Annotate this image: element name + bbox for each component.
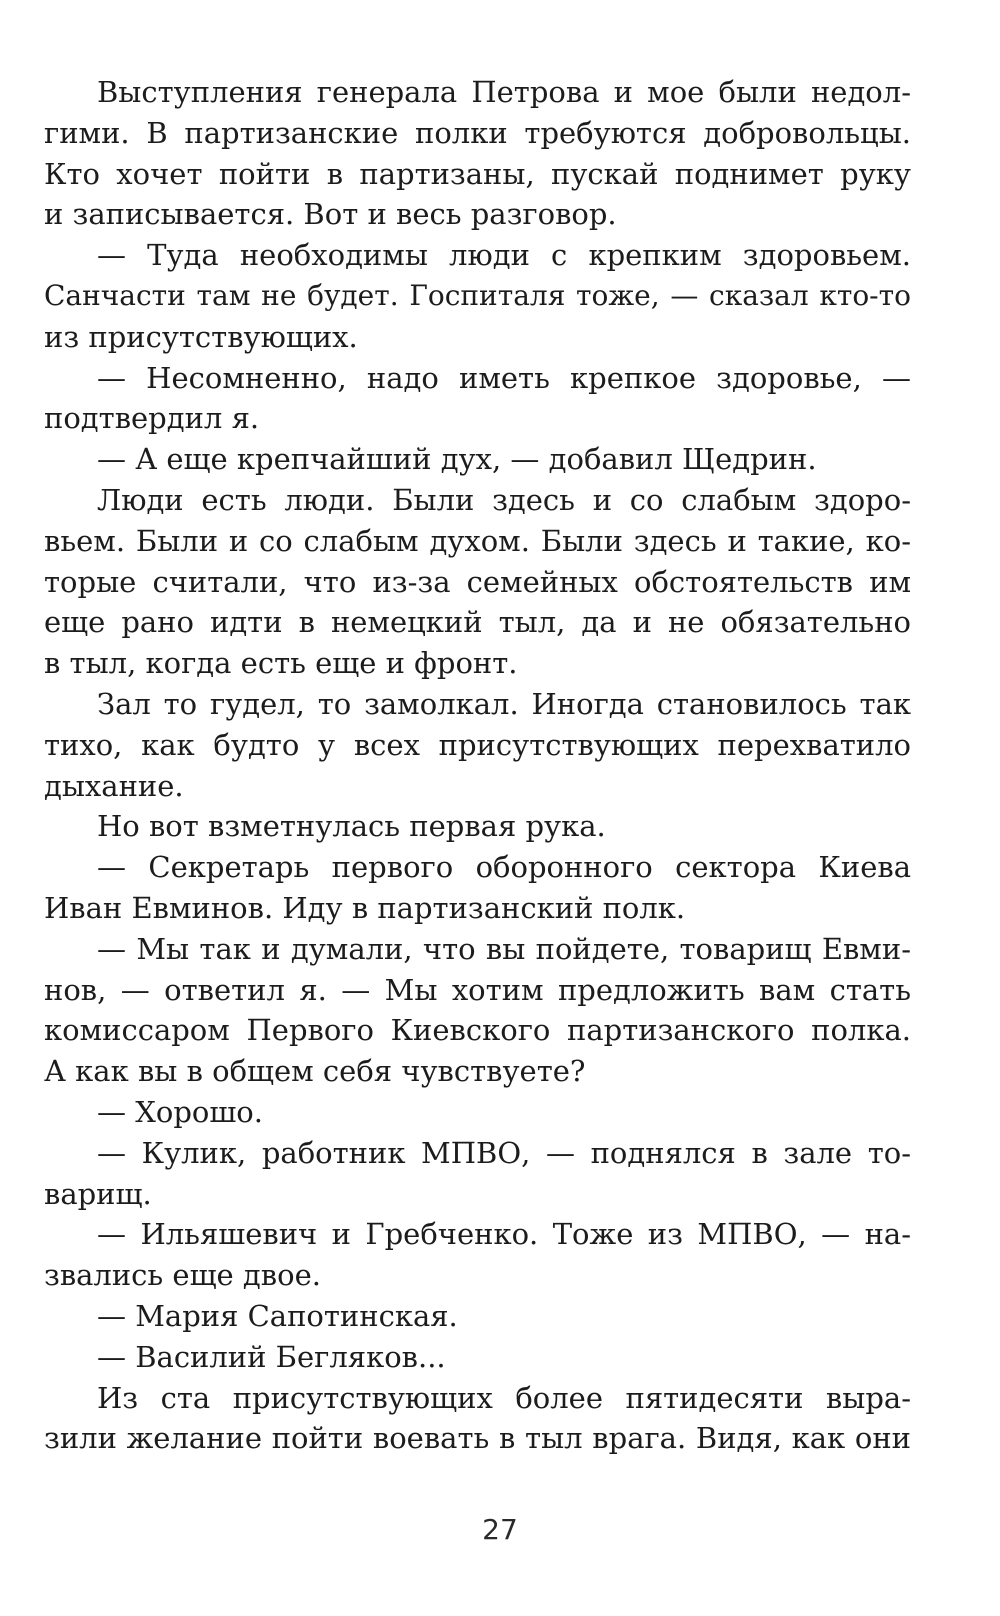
text-line-16: Зал то гудел, то замолкал. Иногда становилось так [97, 686, 911, 721]
text-line-3: Кто хочет пойти в партизаны, пускай поднимет руку [44, 156, 911, 191]
text-line-7: из присутствующих. [44, 319, 358, 354]
text-line-33: Из ста присутствующих более пятидесяти выра- [97, 1380, 911, 1415]
text-line-25: А как вы в общем себя чувствуете? [44, 1054, 586, 1089]
text-line-10: — А еще крепчайший дух, — добавил Щедрин. [97, 442, 817, 477]
page-number: 27 [482, 1513, 518, 1546]
text-line-30: звались еще двое. [44, 1258, 321, 1293]
text-line-22: — Мы так и думали, что вы пойдете, товарищ Евми- [97, 931, 911, 966]
page-text [44, 72, 911, 1459]
text-line-11: Люди есть люди. Были здесь и со слабым здоро- [97, 482, 911, 517]
text-line-20: — Секретарь первого оборонного сектора Киева [97, 850, 911, 885]
text-line-24: комиссаром Первого Киевского партизанского полка. [44, 1013, 911, 1048]
text-line-6: Санчасти там не будет. Госпиталя тоже, — сказал кто-то [44, 278, 911, 312]
text-line-5: — Туда необходимы люди с крепким здоровьем. [97, 238, 911, 273]
text-line-19: Но вот взметнулась первая рука. [97, 809, 606, 844]
text-line-14: еще рано идти в немецкий тыл, да и не обязательно [44, 605, 911, 640]
text-line-23: нов, — ответил я. — Мы хотим предложить вам стать [44, 972, 911, 1007]
text-line-15: в тыл, когда есть еще и фронт. [44, 646, 518, 681]
text-line-28: варищ. [44, 1176, 152, 1211]
text-line-34: зили желание пойти воевать в тыл врага. Видя, как они [44, 1421, 911, 1456]
text-line-18: дыхание. [44, 768, 184, 803]
text-line-27: — Кулик, работник МПВО, — поднялся в зале то- [97, 1135, 911, 1170]
text-line-31: — Мария Сапотинская. [97, 1298, 458, 1333]
text-line-12: вьем. Были и со слабым духом. Были здесь и такие, ко- [44, 523, 911, 558]
text-line-1: Выступления генерала Петрова и мое были недол- [97, 75, 911, 109]
text-line-21: Иван Евминов. Иду в партизанский полк. [44, 890, 686, 925]
text-line-8: — Несомненно, надо иметь крепкое здоровье, — [97, 360, 911, 395]
text-line-4: и записывается. Вот и весь разговор. [44, 197, 617, 232]
text-line-17: тихо, как будто у всех присутствующих перехватило [44, 727, 911, 762]
text-line-13: торые считали, что из-за семейных обстоятельств им [44, 564, 911, 599]
text-line-29: — Ильяшевич и Гребченко. Тоже из МПВО, — на- [97, 1217, 911, 1252]
text-line-32: — Василий Бегляков... [97, 1339, 446, 1374]
text-line-26: — Хорошо. [97, 1094, 263, 1129]
text-line-2: гими. В партизанские полки требуются добровольцы. [44, 115, 911, 150]
text-line-9: подтвердил я. [44, 401, 260, 436]
